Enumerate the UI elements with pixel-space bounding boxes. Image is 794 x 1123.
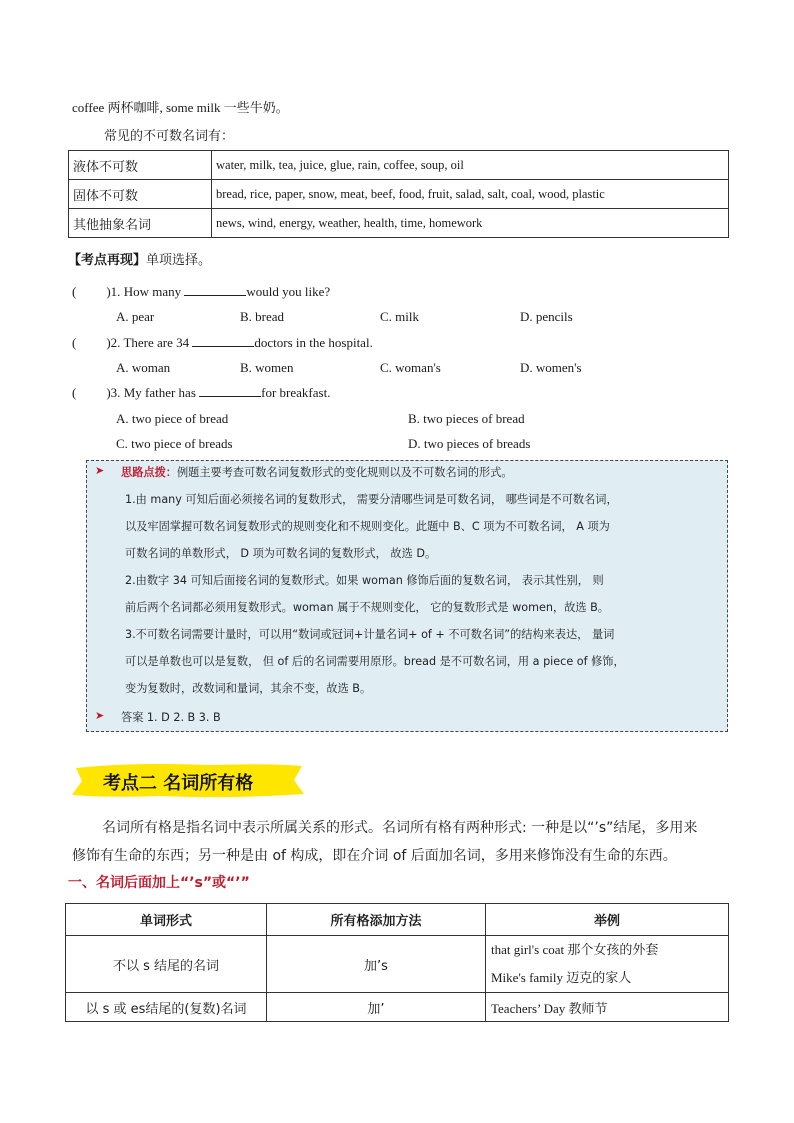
example-item: that girl's coat 那个女孩的外套 [491, 942, 659, 957]
analysis-line: 前后两个名词都必须用复数形式。woman 属于不规则变化， 它的复数形式是 women，故选 B。 [125, 601, 609, 614]
practice-title-rest: 单项选择。 [146, 253, 212, 268]
question-text: How many [123, 284, 182, 299]
table-row [66, 993, 729, 1022]
analysis-text: 例题主要考查可数名词复数形式的变化规则以及不可数名词的形式。 [176, 466, 513, 479]
answer-line: 答案 1. D 2. B 3. B [121, 711, 221, 724]
practice-title [68, 249, 211, 268]
table-row [66, 936, 729, 993]
question-3 [72, 385, 330, 401]
answer-blank [199, 386, 261, 397]
analysis-line: 3.不可数名词需要计量时，可以用“数词或冠词+计量名词+ of + 不可数名词”的结构来表达， 量词 [125, 628, 615, 641]
table-header-row [66, 904, 729, 936]
question-text: There are 34 [123, 335, 190, 350]
analysis-line: 2.由数字 34 可知后面接名词的复数形式。如果 woman 修饰后面的复数名词， 表示其性别， 则 [125, 574, 604, 587]
answer-blank [184, 285, 246, 296]
examples-cell: water, milk, tea, juice, glue, rain, coffee, soup, oil [212, 151, 729, 180]
section-banner [70, 760, 306, 800]
examples-cell [486, 936, 729, 993]
analysis-line: 可数名词的单数形式， D 项为可数名词的复数形式， 故选 D。 [125, 547, 437, 560]
analysis-box [86, 460, 728, 732]
practice-title-bracket: 【考点再现】 [68, 253, 147, 268]
analysis-line [121, 464, 513, 480]
option: B. bread [240, 309, 285, 324]
table-row [69, 180, 729, 209]
subheading: 一、名词后面加上“’s”或“’” [68, 875, 250, 891]
option: B. women [240, 360, 294, 375]
option: D. pencils [520, 309, 573, 324]
form-cell: 以 s 或 es结尾的(复数)名词 [66, 993, 267, 1022]
analysis-line: 可以是单数也可以是复数， 但 of 后的名词需要用原形。bread 是不可数名词，用 a piece of 修饰， [125, 655, 625, 668]
question-text: for breakfast. [261, 385, 331, 400]
method-cell: 加’ [267, 993, 486, 1022]
analysis-line: 以及牢固掌握可数名词复数形式的规则变化和不规则变化。此题中 B、C 项为不可数名词， A 项为 [125, 520, 610, 533]
table-row [69, 209, 729, 238]
possessive-table [65, 903, 729, 1022]
question-2 [72, 335, 373, 351]
option: C. milk [380, 309, 420, 324]
question-text: would you like? [246, 284, 331, 299]
option: D. two pieces of breads [408, 436, 531, 451]
question-text: doctors in the hospital. [254, 335, 373, 350]
uncountable-heading: 常见的不可数名词有： [104, 129, 235, 144]
category-cell: 液体不可数 [69, 151, 212, 180]
analysis-line: 1.由 many 可知后面必须接名词的复数形式， 需要分清哪些词是可数名词， 哪些词是不可数名词， [125, 493, 618, 506]
option: B. two pieces of bread [408, 411, 525, 426]
category-cell: 其他抽象名词 [69, 209, 212, 238]
answer-paren: ( [72, 385, 77, 400]
examples-cell: Teachers’ Day 教师节 [486, 993, 729, 1022]
uncountable-table [68, 150, 729, 238]
section-paragraph-line: 名词所有格是指名词中表示所属关系的形式。名词所有格有两种形式: 一种是以“’s”结尾，多用来 [102, 820, 698, 836]
question-number: )1. [106, 284, 121, 299]
intro-line: coffee 两杯咖啡, some milk 一些牛奶。 [72, 100, 289, 115]
column-header: 单词形式 [66, 904, 267, 936]
answer-blank [192, 336, 254, 347]
examples-cell: bread, rice, paper, snow, meat, beef, food, fruit, salad, salt, coal, wood, plastic [212, 180, 729, 209]
option: A. pear [116, 309, 155, 324]
option: D. women's [520, 360, 582, 375]
examples-cell: news, wind, energy, weather, health, time, homework [212, 209, 729, 238]
section-title: 考点二 名词所有格 [103, 773, 254, 794]
option: C. two piece of breads [116, 436, 233, 451]
answer-paren: ( [72, 284, 77, 299]
option: A. woman [116, 360, 171, 375]
analysis-line: 变为复数时，改数词和量词，其余不变，故选 B。 [125, 682, 372, 695]
column-header: 所有格添加方法 [267, 904, 486, 936]
category-cell: 固体不可数 [69, 180, 212, 209]
question-number: )2. [106, 335, 121, 350]
option: A. two piece of bread [116, 411, 229, 426]
question-1 [72, 284, 330, 300]
arrow-icon: ➤ [95, 710, 105, 722]
analysis-label: 思路点拨： [121, 466, 177, 479]
form-cell: 不以 s 结尾的名词 [66, 936, 267, 993]
example-item: Mike's family 迈克的家人 [491, 970, 632, 985]
column-header: 举例 [486, 904, 729, 936]
option: C. woman's [380, 360, 441, 375]
answer-paren: ( [72, 335, 77, 350]
question-number: )3. [106, 385, 121, 400]
arrow-icon: ➤ [95, 465, 105, 477]
question-text: My father has [123, 385, 196, 400]
method-cell: 加’s [267, 936, 486, 993]
table-row [69, 151, 729, 180]
section-paragraph-line: 修饰有生命的东西；另一种是由 of 构成，即在介词 of 后面加名词，多用来修饰没有生命的东西。 [72, 848, 677, 864]
